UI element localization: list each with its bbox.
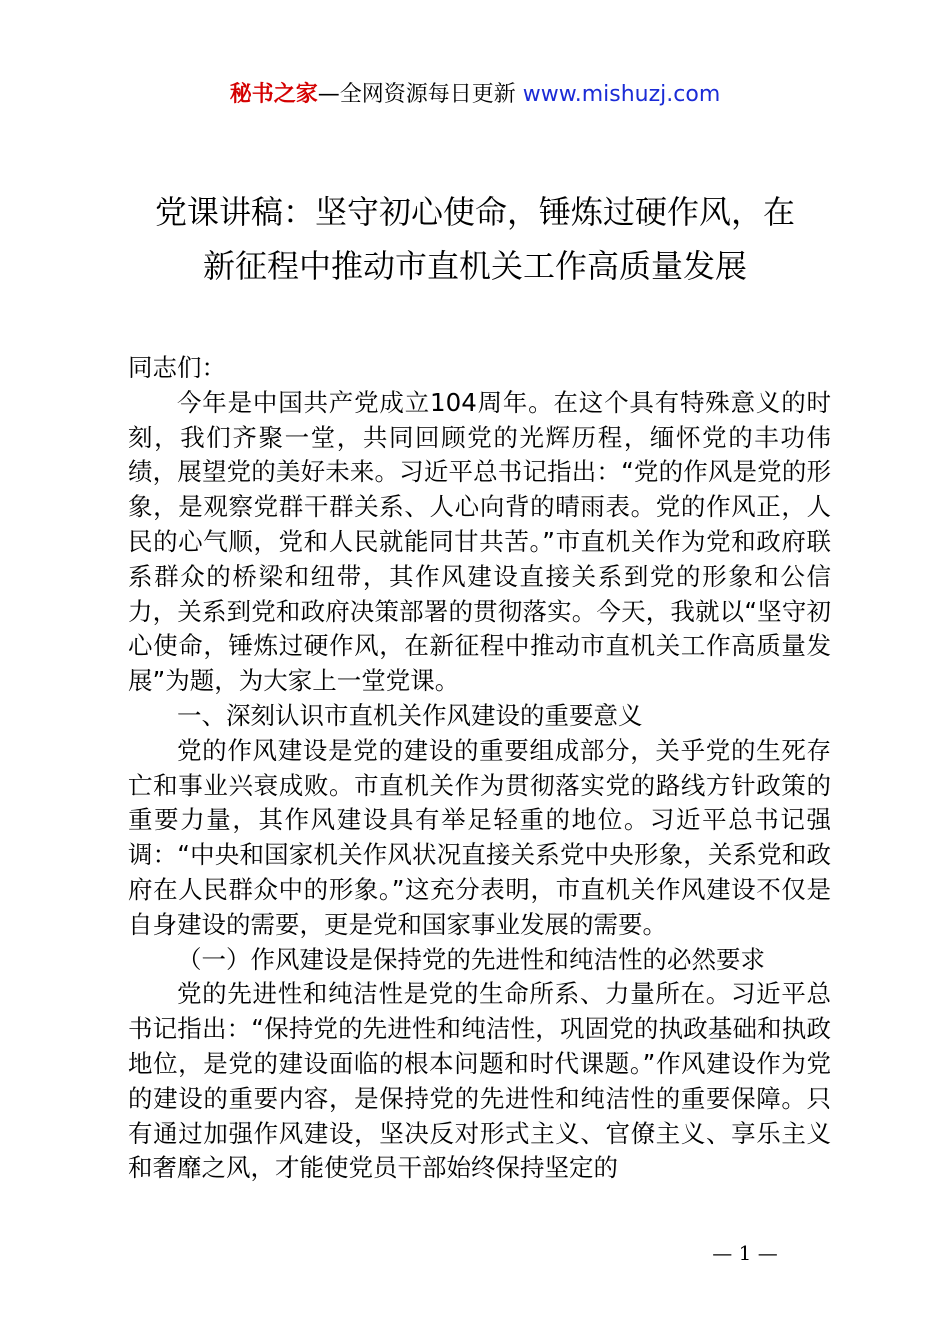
- document-body: [128, 351, 831, 1186]
- site-url-link[interactable]: www.mishuzj.com: [522, 82, 721, 107]
- site-header: [0, 80, 950, 110]
- document-title: [100, 185, 850, 293]
- page-number: — 1 —: [712, 1241, 778, 1265]
- title-line-2: 新征程中推动市直机关工作高质量发展: [202, 247, 747, 285]
- brand-name: 秘书之家: [229, 82, 318, 107]
- title-line-1: 党课讲稿：坚守初心使命，锤炼过硬作风，在: [154, 193, 795, 231]
- paragraph-section-1: 党的作风建设是党的建设的重要组成部分，关乎党的生死存亡和事业兴衰成败。市直机关作为贯彻落实党的路线方针政策的重要力量，其作风建设具有举足轻重的地位。习近平总书记强调：“中央和国家机关作风状况直接关系党中央形象，关系党和政府在人民群众中的形象。”这充分表明，市直机关作风建设不仅是自身建设的需要，更是党和国家事业发展的需要。: [128, 735, 831, 939]
- section-heading-1: 一、深刻认识市直机关作风建设的重要意义: [177, 700, 643, 730]
- greeting: 同志们：: [128, 353, 226, 382]
- paragraph-subsection-1: 党的先进性和纯洁性是党的生命所系、力量所在。习近平总书记指出：“保持党的先进性和纯洁性，巩固党的执政基础和执政地位，是党的建设面临的根本问题和时代课题。”作风建设作为党的建设的重要内容，是保持党的先进性和纯洁性的重要保障。只有通过加强作风建设，坚决反对形式主义、官僚主义、享乐主义和奢靡之风，才能使党员干部始终保持坚定的: [128, 979, 831, 1183]
- subsection-heading-1: （一）作风建设是保持党的先进性和纯洁性的必然要求: [177, 944, 765, 974]
- paragraph-intro: 今年是中国共产党成立104周年。在这个具有特殊意义的时刻，我们齐聚一堂，共同回顾党的光辉历程，缅怀党的丰功伟绩，展望党的美好未来。习近平总书记指出：“党的作风是党的形象，是观察党群干群关系、人心向背的晴雨表。党的作风正，人民的心气顺，党和人民就能同甘共苦。”市直机关作为党和政府联系群众的桥梁和纽带，其作风建设直接关系到党的形象和公信力，关系到党和政府决策部署的贯彻落实。今天，我就以“坚守初心使命，锤炼过硬作风，在新征程中推动市直机关工作高质量发展”为题，为大家上一堂党课。: [128, 387, 831, 696]
- header-tagline: —全网资源每日更新: [317, 82, 523, 107]
